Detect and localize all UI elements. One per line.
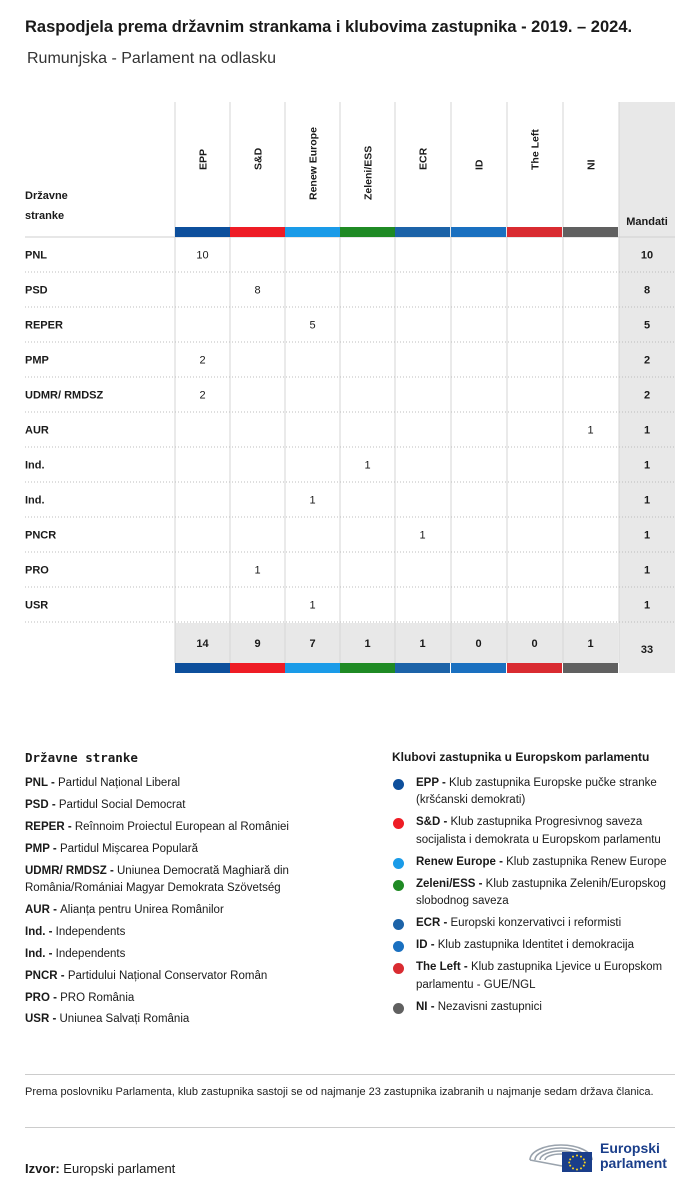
- group-color-dot-icon: [393, 963, 404, 974]
- column-color-bar-top-2: [285, 227, 340, 237]
- party-legend-abbr: USR -: [25, 1013, 60, 1026]
- group-legend-item: [392, 854, 682, 872]
- party-legend-item: [25, 841, 385, 859]
- column-total: 1: [419, 638, 426, 650]
- party-legend-item: [25, 819, 385, 837]
- group-legend-abbr: S&D -: [416, 816, 451, 829]
- column-totals-background: [175, 623, 618, 663]
- party-legend-name: Uniunea Democrată Maghiară din România/Romániai Magyar Demokrata Szövetség: [25, 864, 289, 895]
- party-legend-list: [25, 775, 385, 1029]
- ep-logo-line2: parlament: [600, 1154, 667, 1171]
- row-party-label: PNL: [25, 249, 47, 262]
- column-header-3: Zeleni/ESS: [362, 145, 375, 200]
- party-legend-name: Uniunea Salvați România: [59, 1013, 190, 1026]
- page-title: Raspodjela prema državnim strankama i klubovima zastupnika - 2019. – 2024.: [25, 18, 633, 36]
- group-legend-name: Klub zastupnika Progresivnog saveza socijalista i demokrata u Europskom parlamentu: [416, 816, 661, 847]
- group-legend-item: [392, 775, 682, 811]
- ep-logo-text: [600, 1141, 667, 1170]
- group-color-dot-icon: [393, 919, 404, 930]
- cell-value: 1: [254, 564, 261, 577]
- cell-value: 1: [419, 529, 426, 542]
- footnote: Prema poslovniku Parlamenta, klub zastupnika sastoji se od najmanje 23 zastupnika izabranih u najmanje sedam država članica.: [25, 1074, 675, 1102]
- group-legend-name: Klub zastupnika Renew Europe: [506, 855, 667, 868]
- column-color-bar-top-0: [175, 227, 230, 237]
- party-legend-item: [25, 1011, 385, 1029]
- group-color-dot-icon: [393, 880, 404, 891]
- cell-value: 1: [309, 599, 316, 612]
- party-legend-abbr: Ind. -: [25, 947, 56, 960]
- group-legend-item: [392, 937, 682, 955]
- column-color-bar-top-5: [451, 227, 506, 237]
- party-legend-name: Reînnoim Proiectul European al României: [74, 821, 289, 833]
- column-color-bar-bottom-7: [563, 663, 618, 673]
- group-legend-item: [392, 959, 682, 995]
- column-color-bar-top-4: [395, 227, 450, 237]
- party-legend-item: [25, 863, 385, 899]
- group-color-dot-icon: [393, 1003, 404, 1014]
- group-legend-item: [392, 814, 682, 850]
- party-legend-abbr: PMP -: [25, 842, 60, 855]
- column-color-bar-bottom-6: [507, 663, 562, 673]
- row-total: 1: [643, 529, 651, 542]
- source-line: [25, 1161, 175, 1176]
- group-color-dot-icon: [393, 941, 404, 952]
- row-total: 1: [643, 494, 651, 507]
- party-legend-abbr: PNL -: [25, 777, 59, 790]
- source-value: Europski parlament: [63, 1161, 176, 1176]
- group-legend-item: [392, 999, 682, 1017]
- column-total: 0: [475, 638, 482, 650]
- column-total: 1: [364, 638, 371, 650]
- party-legend-name: Alianța pentru Unirea Românilor: [60, 904, 224, 917]
- row-party-label: PSD: [25, 284, 48, 297]
- column-header-2: Renew Europe: [307, 127, 320, 200]
- row-total: 2: [643, 354, 651, 367]
- group-legend: [392, 748, 682, 1020]
- column-color-bar-top-6: [507, 227, 562, 237]
- cell-value: 1: [587, 424, 594, 437]
- party-legend-item: [25, 990, 385, 1008]
- row-party-label: PNCR: [25, 529, 57, 542]
- grand-total: 33: [640, 644, 654, 656]
- party-legend-name: Independents: [55, 947, 126, 960]
- row-party-label: AUR: [25, 424, 49, 437]
- row-party-label: Ind.: [25, 459, 45, 472]
- row-header-label-line2: stranke: [25, 210, 65, 222]
- row-total: 8: [643, 284, 651, 297]
- party-legend-abbr: PNCR -: [25, 969, 68, 982]
- party-legend-item: [25, 946, 385, 964]
- row-party-label: USR: [25, 599, 49, 612]
- cell-value: 1: [309, 494, 316, 507]
- party-legend-abbr: Ind. -: [25, 926, 56, 939]
- group-legend-name: Nezavisni zastupnici: [437, 1000, 542, 1013]
- row-header-label-line1: Državne: [25, 190, 68, 202]
- row-party-label: REPER: [25, 319, 63, 332]
- party-legend-item: [25, 902, 385, 920]
- column-total: 1: [587, 638, 594, 650]
- column-color-bar-bottom-2: [285, 663, 340, 673]
- column-color-bar-bottom-3: [340, 663, 395, 673]
- column-header-7: NI: [585, 159, 598, 170]
- party-legend-name: PRO România: [60, 991, 135, 1004]
- row-total: 10: [640, 249, 654, 262]
- page-subtitle: Rumunjska - Parlament na odlasku: [27, 50, 277, 67]
- row-total: 1: [643, 599, 651, 612]
- party-legend-name: Partidul Mișcarea Populară: [59, 842, 199, 855]
- row-total: 1: [643, 564, 651, 577]
- group-legend-name: Klub zastupnika Identitet i demokracija: [437, 939, 634, 952]
- group-legend-abbr: Renew Europe -: [416, 855, 507, 868]
- group-legend-abbr: ID -: [416, 939, 438, 952]
- cell-value: 5: [309, 319, 316, 332]
- party-legend-abbr: PSD -: [25, 799, 59, 812]
- party-legend-name: Independents: [55, 926, 126, 939]
- cell-value: 2: [199, 354, 206, 367]
- group-legend-abbr: Zeleni/ESS -: [416, 877, 486, 890]
- row-party-label: UDMR/ RMDSZ: [25, 389, 104, 402]
- group-color-dot-icon: [393, 779, 404, 790]
- group-legend-name: Europski konzervativci i reformisti: [450, 917, 622, 930]
- group-legend-item: [392, 876, 682, 912]
- column-header-1: S&D: [252, 147, 265, 170]
- party-legend-name: Partidul Social Democrat: [58, 799, 186, 812]
- cell-value: 2: [199, 389, 206, 402]
- party-legend-item: [25, 797, 385, 815]
- row-total: 1: [643, 459, 651, 472]
- column-color-bar-top-1: [230, 227, 285, 237]
- group-legend-abbr: The Left -: [416, 960, 471, 973]
- column-total: 14: [196, 638, 209, 650]
- group-legend-name: Klub zastupnika Zelenih/Europskog slobodnog saveza: [416, 877, 666, 908]
- column-total: 9: [254, 638, 261, 650]
- column-total: 7: [309, 638, 316, 650]
- group-legend-abbr: NI -: [416, 1000, 438, 1013]
- party-legend-item: [25, 775, 385, 793]
- party-legend-abbr: AUR -: [25, 904, 61, 917]
- footnote-divider: [25, 1127, 675, 1128]
- group-legend-title: Klubovi zastupnika u Europskom parlamentu: [392, 750, 650, 764]
- row-party-label: Ind.: [25, 494, 45, 507]
- column-header-4: ECR: [417, 147, 430, 170]
- column-color-bar-bottom-5: [451, 663, 506, 673]
- group-color-dot-icon: [393, 858, 404, 869]
- party-legend-title: Državne stranke: [25, 750, 138, 765]
- group-legend-name: Klub zastupnika Europske pučke stranke (kršćanski demokrati): [416, 776, 657, 807]
- cell-value: 1: [364, 459, 371, 472]
- column-color-bar-top-3: [340, 227, 395, 237]
- party-legend-abbr: UDMR/ RMDSZ -: [25, 864, 117, 877]
- european-parliament-hemicycle-icon: [528, 1136, 598, 1176]
- column-total: 0: [531, 638, 538, 650]
- party-legend: [25, 748, 385, 1033]
- group-legend-name: Klub zastupnika Ljevice u Europskom parlamentu - GUE/NGL: [416, 960, 663, 991]
- party-legend-item: [25, 924, 385, 942]
- column-color-bar-top-7: [563, 227, 618, 237]
- column-header-5: ID: [473, 159, 486, 170]
- party-legend-name: Partidului Național Conservator Român: [67, 969, 268, 982]
- cell-value: 8: [254, 284, 261, 297]
- group-color-dot-icon: [393, 818, 404, 829]
- row-party-label: PMP: [25, 354, 49, 367]
- cell-value: 10: [196, 249, 209, 262]
- party-legend-item: [25, 968, 385, 986]
- ep-logo-line1: Europski: [600, 1140, 660, 1156]
- party-legend-abbr: REPER -: [25, 821, 75, 833]
- party-legend-name: Partidul Național Liberal: [58, 777, 181, 790]
- group-legend-abbr: EPP -: [416, 776, 450, 789]
- ep-logo: [528, 1136, 678, 1176]
- row-total: 1: [643, 424, 651, 437]
- total-column-header: Mandati: [626, 216, 668, 228]
- party-legend-abbr: PRO -: [25, 991, 61, 1004]
- group-legend-list: [392, 775, 682, 1017]
- column-header-0: EPP: [197, 148, 210, 170]
- column-color-bar-bottom-4: [395, 663, 450, 673]
- group-legend-item: [392, 915, 682, 933]
- row-total: 5: [643, 319, 651, 332]
- column-color-bar-bottom-1: [230, 663, 285, 673]
- column-header-6: The Left: [529, 129, 542, 170]
- source-label: Izvor:: [25, 1161, 60, 1176]
- row-total: 2: [643, 389, 651, 402]
- column-color-bar-bottom-0: [175, 663, 230, 673]
- group-legend-abbr: ECR -: [416, 917, 451, 930]
- row-party-label: PRO: [25, 564, 49, 577]
